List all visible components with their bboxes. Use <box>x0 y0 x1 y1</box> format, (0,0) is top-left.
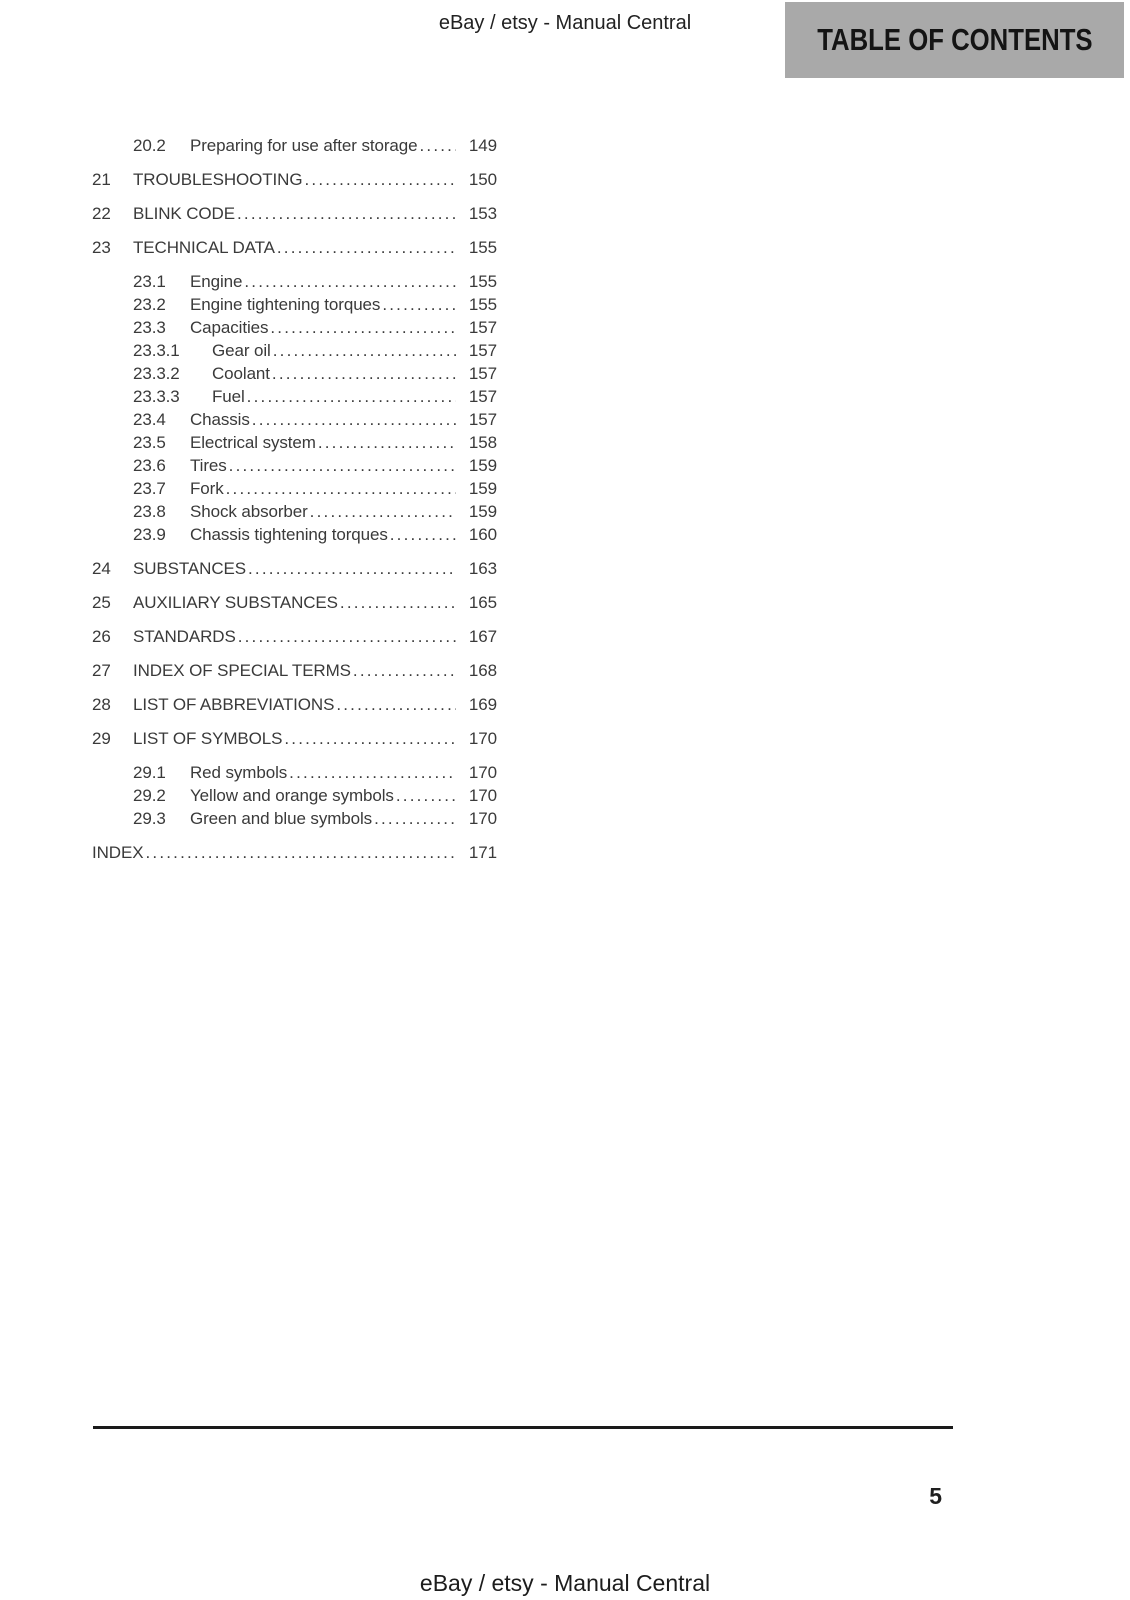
toc-dot-leader <box>308 500 456 523</box>
page-number: 5 <box>929 1483 942 1509</box>
toc-entry-title: Gear oil <box>212 341 271 360</box>
toc-entry-page: 170 <box>468 763 497 782</box>
toc-list <box>92 134 497 864</box>
toc-entry-title: Fork <box>190 479 224 498</box>
toc-entry-page: 170 <box>468 729 497 748</box>
toc-dot-leader <box>235 202 456 225</box>
toc-dot-leader <box>287 761 456 784</box>
toc-entry-number: 23.1 <box>133 272 166 291</box>
toc-entry-number: 23.8 <box>133 502 166 521</box>
toc-entry-page: 157 <box>468 318 497 337</box>
toc-entry-title: Preparing for use after storage <box>190 136 418 155</box>
toc-dot-leader <box>372 807 456 830</box>
toc-entry-title: LIST OF ABBREVIATIONS <box>133 695 335 714</box>
toc-entry-number: 29.2 <box>133 786 166 805</box>
toc-entry-page: 157 <box>468 341 497 360</box>
toc-entry-number: 23.3.3 <box>133 387 180 406</box>
toc-row[interactable] <box>92 841 497 864</box>
toc-entry-page: 157 <box>468 364 497 383</box>
toc-entry-number: 23.3 <box>133 318 166 337</box>
toc-dot-leader <box>417 134 456 157</box>
toc-row[interactable] <box>92 134 497 157</box>
toc-entry-title: INDEX <box>92 843 144 862</box>
toc-entry-title: TROUBLESHOOTING <box>133 170 303 189</box>
toc-entry-page: 159 <box>468 456 497 475</box>
toc-entry-number: 25 <box>92 593 111 612</box>
toc-entry-page: 171 <box>468 843 497 862</box>
table-of-contents-banner <box>785 2 1124 78</box>
toc-row[interactable] <box>92 339 497 362</box>
toc-row[interactable] <box>92 236 497 259</box>
document-title-footer: eBay / etsy - Manual Central <box>419 1570 711 1596</box>
toc-entry-number: 23 <box>92 238 111 257</box>
toc-row[interactable] <box>92 784 497 807</box>
toc-entry-title: Green and blue symbols <box>190 809 373 828</box>
toc-row[interactable] <box>92 362 497 385</box>
toc-entry-title: Shock absorber <box>190 502 308 521</box>
toc-row[interactable] <box>92 727 497 750</box>
toc-entry-title: SUBSTANCES <box>133 559 246 578</box>
toc-dot-leader <box>388 523 456 546</box>
toc-row[interactable] <box>92 693 497 716</box>
toc-entry-number: 23.9 <box>133 525 166 544</box>
toc-entry-page: 169 <box>468 695 497 714</box>
toc-entry-page: 165 <box>468 593 497 612</box>
toc-entry-number: 23.3.1 <box>133 341 180 360</box>
toc-entry-title: Fuel <box>212 387 245 406</box>
toc-row[interactable] <box>92 761 497 784</box>
document-title-header: eBay / etsy - Manual Central <box>438 12 692 34</box>
toc-entry-title: Electrical system <box>190 433 316 452</box>
toc-entry-number: 29.1 <box>133 763 166 782</box>
toc-entry-number: 21 <box>92 170 111 189</box>
toc-entry-page: 159 <box>468 479 497 498</box>
toc-entry-title: Capacities <box>190 318 269 337</box>
toc-entry-page: 155 <box>468 295 497 314</box>
toc-entry-number: 23.5 <box>133 433 166 452</box>
toc-row[interactable] <box>92 168 497 191</box>
toc-entry-number: 23.2 <box>133 295 166 314</box>
toc-entry-page: 159 <box>468 502 497 521</box>
toc-entry-page: 167 <box>468 627 497 646</box>
toc-entry-title: Tires <box>190 456 227 475</box>
toc-dot-leader <box>275 236 456 259</box>
toc-entry-number: 28 <box>92 695 111 714</box>
toc-row[interactable] <box>92 659 497 682</box>
toc-dot-leader <box>224 477 456 500</box>
toc-row[interactable] <box>92 270 497 293</box>
toc-row[interactable] <box>92 500 497 523</box>
toc-dot-leader <box>271 339 456 362</box>
toc-entry-number: 23.3.2 <box>133 364 180 383</box>
toc-entry-page: 170 <box>468 809 497 828</box>
toc-dot-leader <box>334 693 456 716</box>
toc-entry-page: 155 <box>468 272 497 291</box>
toc-dot-leader <box>338 591 456 614</box>
toc-dot-leader <box>242 270 456 293</box>
toc-entry-number: 22 <box>92 204 111 223</box>
table-of-contents-banner-label: TABLE OF CONTENTS <box>816 22 1093 57</box>
toc-entry-page: 158 <box>468 433 497 452</box>
toc-row[interactable] <box>92 454 497 477</box>
toc-entry-title: LIST OF SYMBOLS <box>133 729 283 748</box>
toc-dot-leader <box>246 557 456 580</box>
toc-row[interactable] <box>92 316 497 339</box>
toc-dot-leader <box>351 659 456 682</box>
toc-entry-title: Coolant <box>212 364 270 383</box>
toc-row[interactable] <box>92 557 497 580</box>
toc-row[interactable] <box>92 477 497 500</box>
toc-entry-number: 23.6 <box>133 456 166 475</box>
toc-dot-leader <box>270 362 456 385</box>
toc-dot-leader <box>316 431 456 454</box>
toc-row[interactable] <box>92 385 497 408</box>
toc-entry-number: 23.7 <box>133 479 166 498</box>
toc-entry-number: 29.3 <box>133 809 166 828</box>
toc-entry-page: 170 <box>468 786 497 805</box>
toc-dot-leader <box>245 385 456 408</box>
toc-entry-number: 20.2 <box>133 136 166 155</box>
toc-dot-leader <box>250 408 456 431</box>
toc-entry-number: 29 <box>92 729 111 748</box>
toc-entry-page: 163 <box>468 559 497 578</box>
toc-row[interactable] <box>92 591 497 614</box>
toc-dot-leader <box>227 454 456 477</box>
toc-entry-title: Chassis <box>190 410 250 429</box>
toc-entry-page: 155 <box>468 238 497 257</box>
toc-entry-page: 157 <box>468 410 497 429</box>
toc-row[interactable] <box>92 431 497 454</box>
toc-entry-title: Engine <box>190 272 243 291</box>
toc-entry-page: 153 <box>468 204 497 223</box>
toc-row[interactable] <box>92 523 497 546</box>
toc-entry-title: TECHNICAL DATA <box>133 238 275 257</box>
toc-entry-title: STANDARDS <box>133 627 236 646</box>
toc-dot-leader <box>302 168 456 191</box>
toc-entry-number: 26 <box>92 627 111 646</box>
toc-entry-title: INDEX OF SPECIAL TERMS <box>133 661 351 680</box>
toc-entry-title: Red symbols <box>190 763 288 782</box>
toc-entry-number: 27 <box>92 661 111 680</box>
toc-dot-leader <box>143 841 456 864</box>
toc-row[interactable] <box>92 807 497 830</box>
toc-row[interactable] <box>92 202 497 225</box>
toc-dot-leader <box>268 316 456 339</box>
footer-rule <box>93 1426 953 1429</box>
toc-entry-page: 149 <box>468 136 497 155</box>
toc-dot-leader <box>236 625 456 648</box>
toc-row[interactable] <box>92 293 497 316</box>
toc-dot-leader <box>380 293 456 316</box>
toc-entry-title: Yellow and orange symbols <box>190 786 394 805</box>
toc-dot-leader <box>282 727 456 750</box>
toc-entry-title: Engine tightening torques <box>190 295 381 314</box>
toc-entry-title: Chassis tightening torques <box>190 525 388 544</box>
toc-dot-leader <box>394 784 456 807</box>
toc-entry-page: 157 <box>468 387 497 406</box>
toc-entry-page: 150 <box>468 170 497 189</box>
toc-row[interactable] <box>92 625 497 648</box>
toc-entry-title: AUXILIARY SUBSTANCES <box>133 593 338 612</box>
toc-entry-number: 24 <box>92 559 111 578</box>
toc-entry-page: 168 <box>468 661 497 680</box>
toc-row[interactable] <box>92 408 497 431</box>
toc-entry-title: BLINK CODE <box>133 204 235 223</box>
toc-entry-number: 23.4 <box>133 410 166 429</box>
toc-entry-page: 160 <box>468 525 497 544</box>
